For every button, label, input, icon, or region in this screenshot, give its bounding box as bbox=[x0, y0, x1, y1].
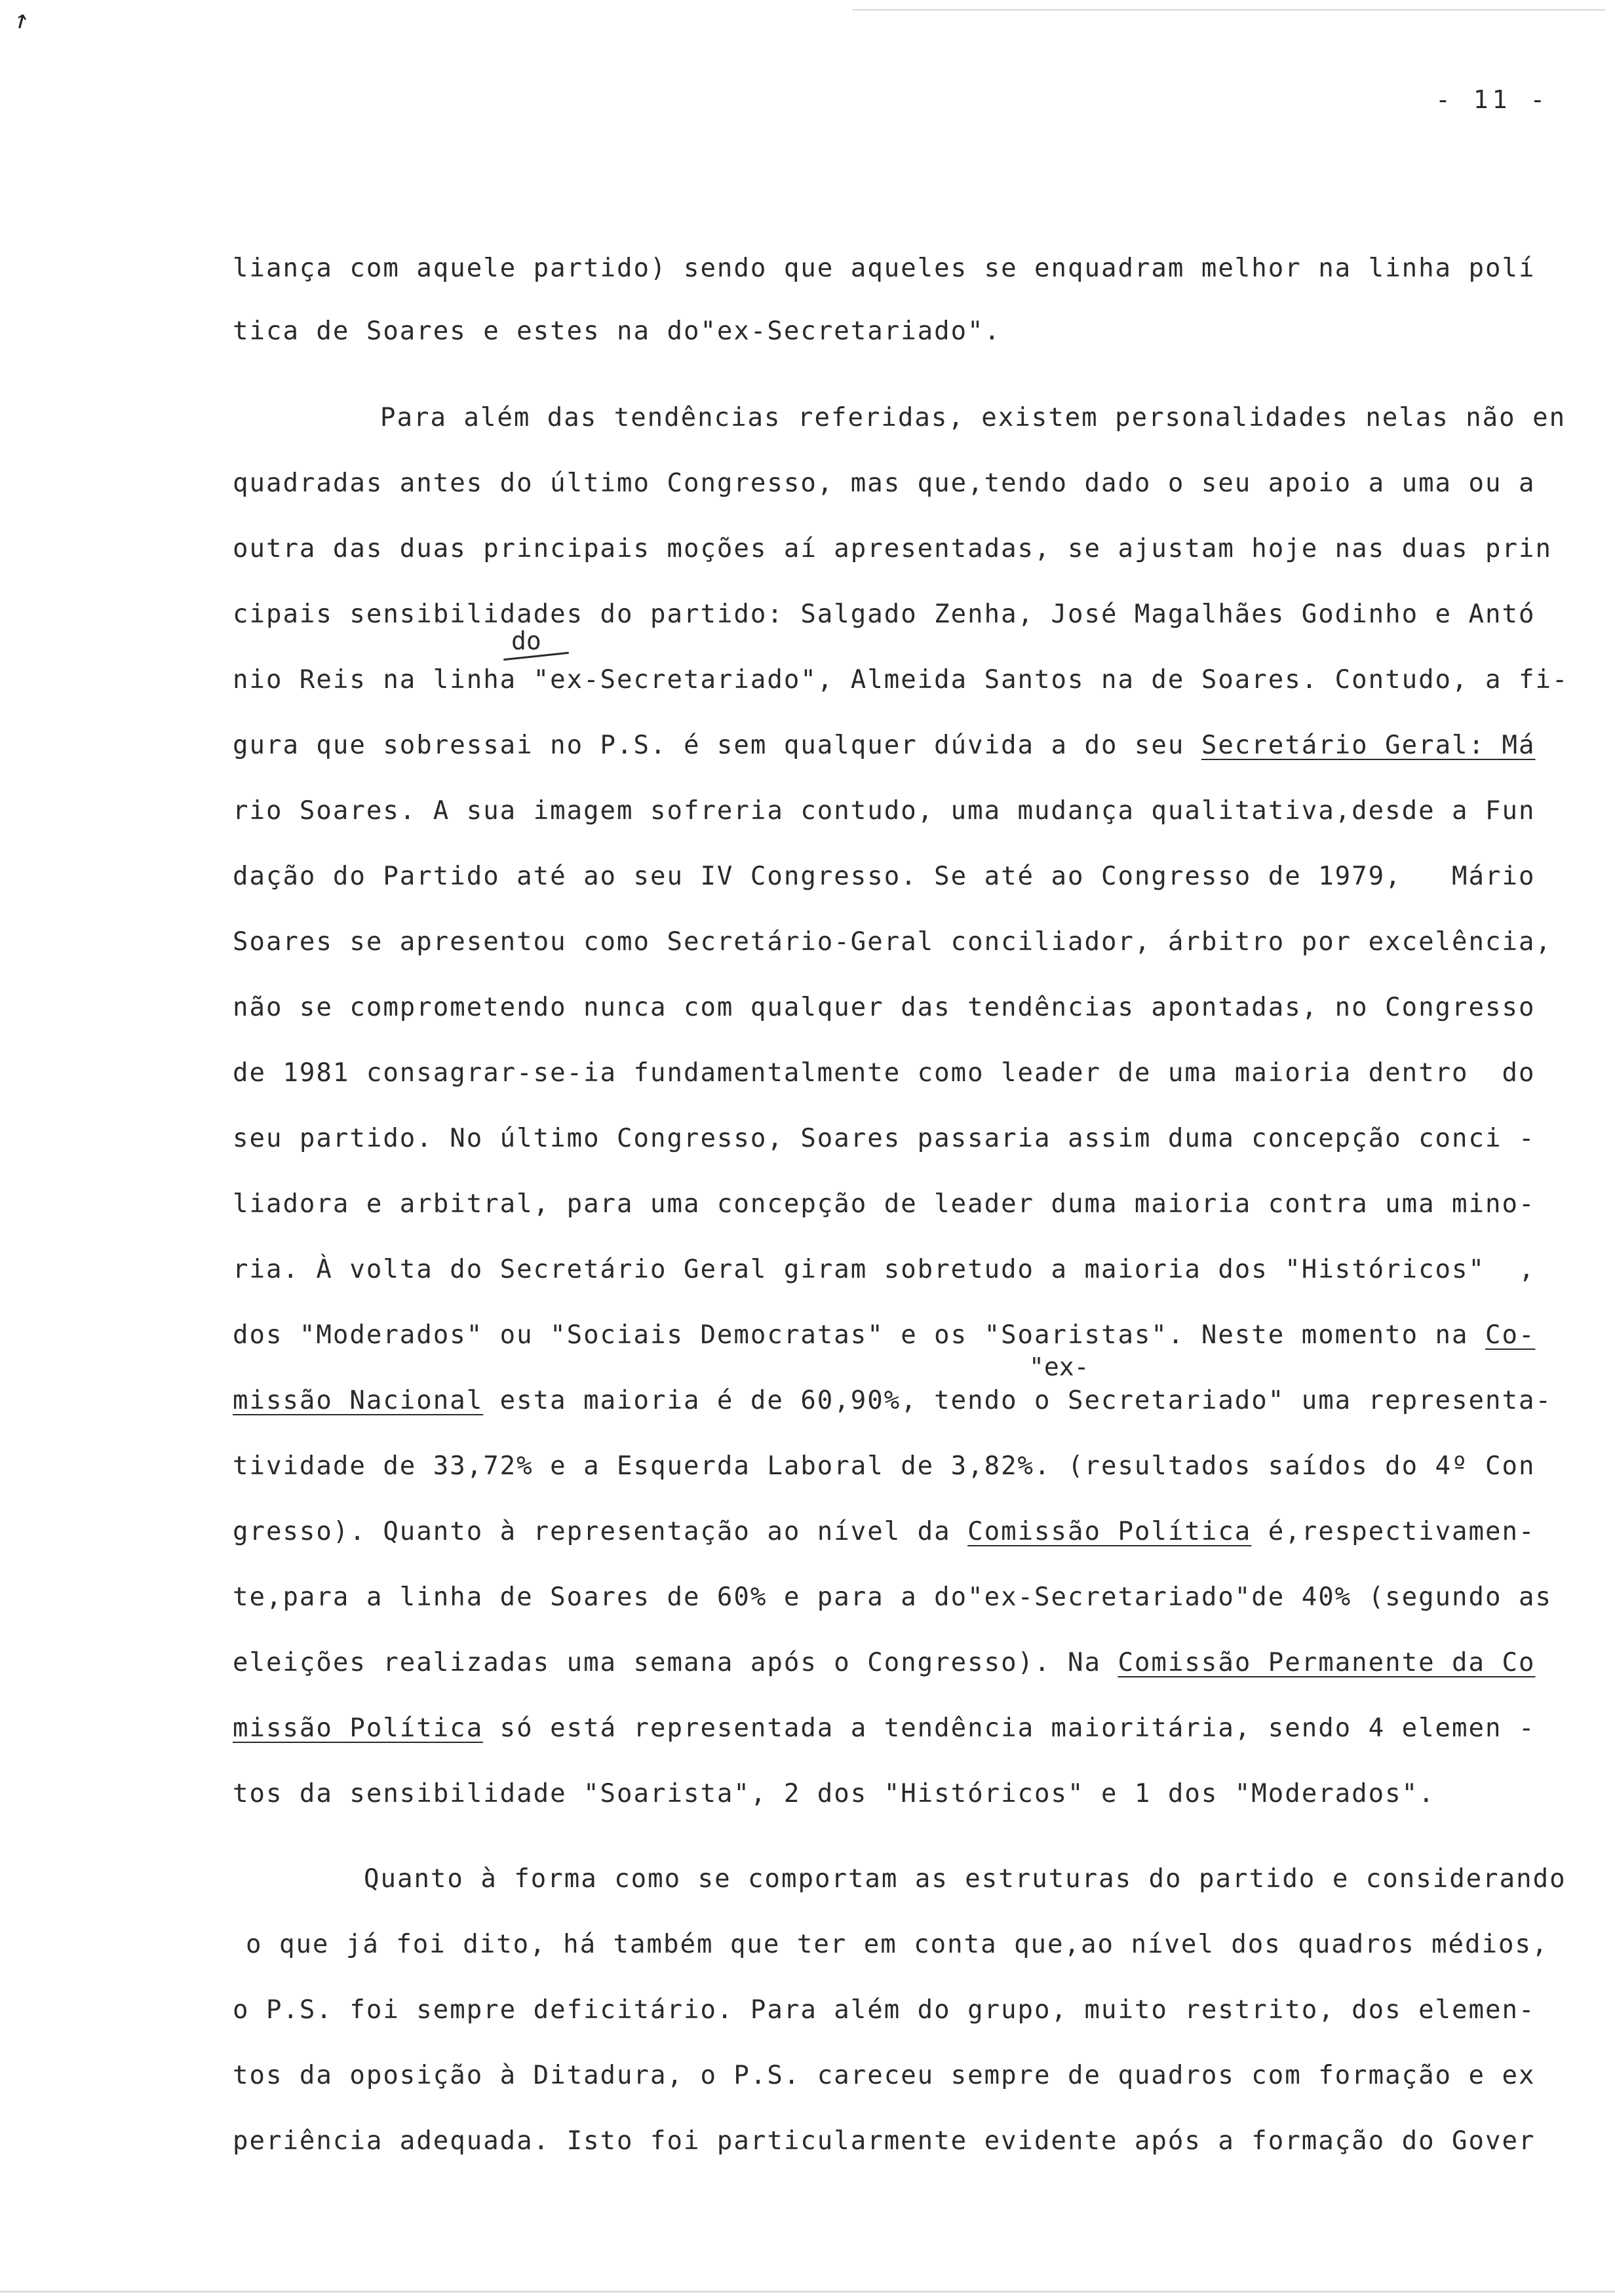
text-line: liadora e arbitral, para uma concepção de leader duma maioria contra uma mino- bbox=[233, 1189, 1536, 1219]
text-line: liança com aquele partido) sendo que aqueles se enquadram melhor na linha polí bbox=[233, 254, 1536, 283]
underlined-comissao-permanente: Comissão Permanente da Co bbox=[1118, 1648, 1536, 1677]
scan-edge-bottom bbox=[0, 2291, 1615, 2293]
text-line: tica de Soares e estes na do"ex-Secretariado". bbox=[233, 316, 1002, 346]
text-line: rio Soares. A sua imagem sofreria contudo, uma mudança qualitativa,desde a Fun bbox=[233, 796, 1536, 826]
text-line: dos "Moderados" ou "Sociais Democratas" e os "Soaristas". Neste momento na Co- bbox=[233, 1320, 1536, 1350]
handwritten-insert-ex: "ex- bbox=[1029, 1352, 1089, 1381]
scan-edge-top bbox=[852, 9, 1606, 10]
page-number: - 11 - bbox=[1435, 85, 1549, 114]
text-line: não se comprometendo nunca com qualquer das tendências apontadas, no Congresso bbox=[233, 993, 1536, 1022]
text-line: seu partido. No último Congresso, Soares passaria assim duma concepção conci - bbox=[233, 1124, 1536, 1153]
text-line: o que já foi dito, há também que ter em conta que,ao nível dos quadros médios, bbox=[246, 1930, 1549, 1959]
text-line: gura que sobressai no P.S. é sem qualquer dúvida a do seu Secretário Geral: Má bbox=[233, 731, 1536, 760]
text-line: nio Reis na linha "ex-Secretariado", Almeida Santos na de Soares. Contudo, a fi- bbox=[233, 665, 1569, 695]
text-line: te,para a linha de Soares de 60% e para a do"ex-Secretariado"de 40% (segundo as bbox=[233, 1582, 1552, 1612]
text-line: quadradas antes do último Congresso, mas que,tendo dado o seu apoio a uma ou a bbox=[233, 469, 1536, 498]
underlined-comissao-politica: Comissão Política bbox=[967, 1517, 1252, 1546]
text-line: Soares se apresentou como Secretário-Geral conciliador, árbitro por excelência, bbox=[233, 927, 1552, 957]
underlined-secretario-geral: Secretário Geral: Má bbox=[1201, 731, 1536, 760]
corner-mark: ↗ bbox=[5, 2, 34, 36]
text-line: missão Nacional esta maioria é de 60,90%, tendo o Secretariado" uma representa- bbox=[233, 1386, 1552, 1415]
text-line: periência adequada. Isto foi particularmente evidente após a formação do Gover bbox=[233, 2126, 1536, 2156]
text-line: eleições realizadas uma semana após o Congresso). Na Comissão Permanente da Co bbox=[233, 1648, 1536, 1677]
text-line: cipais sensibilidades do partido: Salgado Zenha, José Magalhães Godinho e Antó bbox=[233, 600, 1536, 629]
text-line: outra das duas principais moções aí apresentadas, se ajustam hoje nas duas prin bbox=[233, 534, 1552, 564]
text-line: tos da sensibilidade "Soarista", 2 dos "Históricos" e 1 dos "Moderados". bbox=[233, 1779, 1435, 1808]
underlined-comissao-co: Co- bbox=[1485, 1320, 1536, 1350]
text-line: gresso). Quanto à representação ao nível da Comissão Política é,respectivamen- bbox=[233, 1517, 1536, 1546]
text-line: dação do Partido até ao seu IV Congresso. Se até ao Congresso de 1979, Mário bbox=[233, 862, 1536, 891]
text-line: Para além das tendências referidas, existem personalidades nelas não en bbox=[380, 403, 1566, 432]
handwritten-insert-do: do bbox=[511, 626, 541, 655]
text-line: tividade de 33,72% e a Esquerda Laboral de 3,82%. (resultados saídos do 4º Con bbox=[233, 1451, 1536, 1481]
text-line: tos da oposição à Ditadura, o P.S. careceu sempre de quadros com formação e ex bbox=[233, 2061, 1536, 2090]
underlined-comissao-nacional: missão Nacional bbox=[233, 1386, 484, 1415]
text-line: ria. À volta do Secretário Geral giram sobretudo a maioria dos "Históricos" , bbox=[233, 1255, 1536, 1284]
underlined-missao-politica: missão Política bbox=[233, 1713, 484, 1743]
text-line: o P.S. foi sempre deficitário. Para além do grupo, muito restrito, dos elemen- bbox=[233, 1995, 1536, 2025]
text-line: Quanto à forma como se comportam as estruturas do partido e considerando bbox=[364, 1864, 1566, 1894]
text-line: missão Política só está representada a tendência maioritária, sendo 4 elemen - bbox=[233, 1713, 1536, 1743]
text-line: de 1981 consagrar-se-ia fundamentalmente como leader de uma maioria dentro do bbox=[233, 1058, 1536, 1088]
